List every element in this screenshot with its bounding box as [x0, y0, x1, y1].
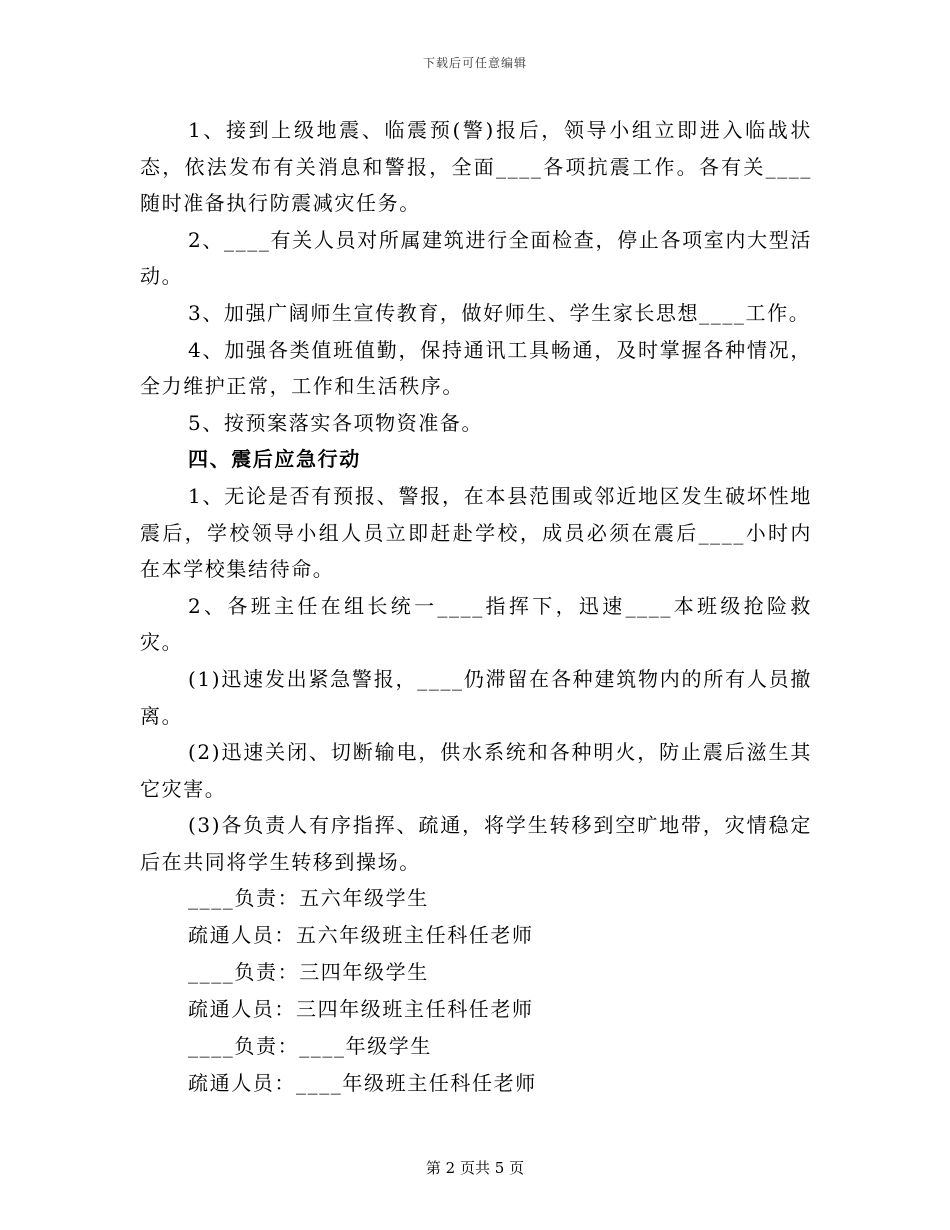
assignment-line: 疏通人员：五六年级班主任科任老师: [188, 923, 534, 948]
page-header: 下载后可任意编辑: [422, 56, 527, 70]
assignment-line: 疏通人员：____年级班主任科任老师: [188, 1071, 537, 1096]
assignment-line: ____负责：三四年级学生: [188, 960, 429, 985]
paragraph-education: 3、加强广阔师生宣传教育，做好师生、学生家长思想____工作。: [188, 300, 811, 325]
section-heading: 四、震后应急行动: [188, 447, 361, 472]
paragraph-shutoff: (2)迅速关闭、切断输电，供水系统和各种明火，防止震后滋生其它灾害。: [140, 740, 812, 801]
paragraph-alarm: (1)迅速发出紧急警报，____仍滞留在各种建筑物内的所有人员撤离。: [140, 666, 812, 728]
paragraph-class-rescue: 2、各班主任在组长统一____指挥下，迅速____本班级抢险救灾。: [140, 593, 812, 655]
page-number: 第 2 页共 5 页: [425, 1159, 525, 1177]
assignment-line: ____负责：____年级学生: [188, 1034, 432, 1059]
paragraph-leadership-assemble: 1、无论是否有预报、警报，在本县范围或邻近地区发生破坏性地震后，学校领导小组人员立即赶赴学校，成员必须在震后____小时内在本学校集结待命。: [140, 483, 812, 582]
paragraph-evacuate: (3)各负责人有序指挥、疏通，将学生转移到空旷地带，灾情稳定后在共同将学生转移到操场。: [140, 813, 812, 874]
assignment-line: 疏通人员：三四年级班主任科任老师: [188, 997, 534, 1022]
paragraph-supplies: 5、按预案落实各项物资准备。: [188, 410, 484, 435]
paragraph-building-check: 2、____有关人员对所属建筑进行全面检查，停止各项室内大型活动。: [140, 227, 812, 289]
document-body: [140, 112, 812, 1102]
assignment-line: ____负责：五六年级学生: [188, 886, 429, 911]
paragraph-warning-response: 1、接到上级地震、临震预(警)报后，领导小组立即进入临战状态，依法发布有关消息和警报，全面____各项抗震工作。各有关____随时准备执行防震减灾任务。: [140, 118, 812, 216]
paragraph-duty: 4、加强各类值班值勤，保持通讯工具畅通，及时掌握各种情况，全力维护正常，工作和生活秩序。: [140, 337, 812, 399]
